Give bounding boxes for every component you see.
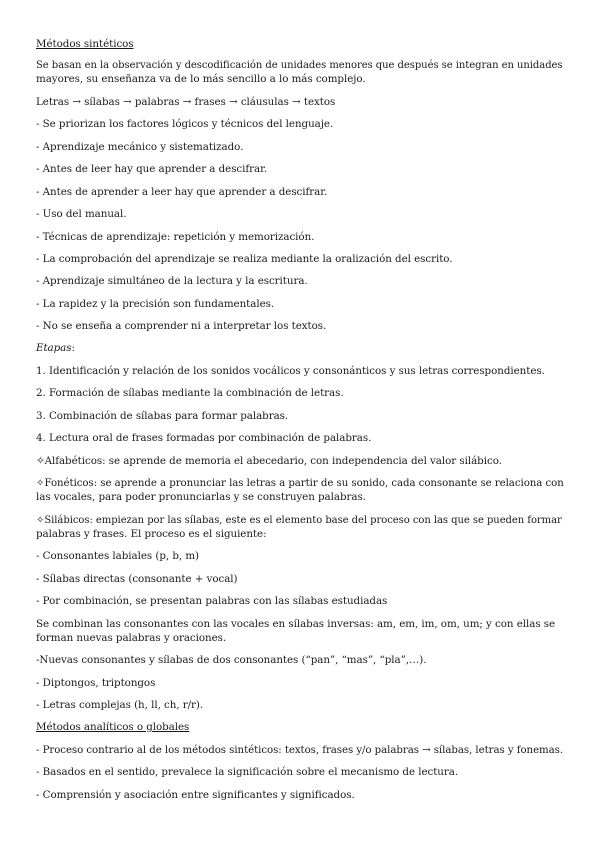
trait-item: - Uso del manual. <box>36 208 127 220</box>
foneticos-line-1: ✧Fonéticos: se aprende a pronunciar las letras a partir de su sonido, cada consonante se relaciona con <box>36 478 564 489</box>
sequence-line: Letras → sílabas → palabras → frases → cláusulas → textos <box>36 96 336 108</box>
trait-item: - Se priorizan los factores lógicos y técnicos del lenguaje. <box>36 118 334 130</box>
trait-item: - Técnicas de aprendizaje: repetición y memorización. <box>36 231 315 243</box>
silabicos-line-1: ✧Silábicos: empiezan por las sílabas, este es el elemento base del proceso con las que se pueden formar <box>36 515 562 526</box>
trait-item: - La rapidez y la precisión son fundamentales. <box>36 298 275 310</box>
trait-item: - Antes de aprender a leer hay que aprender a descifrar. <box>36 186 328 198</box>
extra-item: - Diptongos, triptongos <box>36 677 156 689</box>
intro-line-1: Se basan en la observación y descodificación de unidades menores que después se integran en unidades <box>36 60 563 71</box>
process-item: - Consonantes labiales (p, b, m) <box>36 550 200 562</box>
heading-analytic-methods: Métodos analíticos o globales <box>36 721 190 733</box>
extra-item: -Nuevas consonantes y sílabas de dos consonantes (“pan”, “mas”, “pla”,…). <box>36 654 427 666</box>
stage-item: 1. Identificación y relación de los sonidos vocálicos y consonánticos y sus letras correspondientes. <box>36 365 545 377</box>
analytic-item: - Basados en el sentido, prevalece la significación sobre el mecanismo de lectura. <box>36 766 459 778</box>
heading-synthetic-methods: Métodos sintéticos <box>36 38 134 50</box>
combine-line-1: Se combinan las consonantes con las vocales en sílabas inversas: am, em, im, om, um; y con ellas se <box>36 618 556 630</box>
process-item: - Por combinación, se presentan palabras con las sílabas estudiadas <box>36 595 388 607</box>
intro-line-2: mayores, su enseñanza va de lo más sencillo a lo más complejo. <box>36 73 366 85</box>
trait-item: - Antes de leer hay que aprender a descifrar. <box>36 163 268 175</box>
stages-label: Etapas <box>36 342 72 354</box>
analytic-item: - Proceso contrario al de los métodos sintéticos: textos, frases y/o palabras → sílabas, letras y fonemas. <box>36 745 564 756</box>
silabicos-line-2: palabras y frases. El proceso es el siguiente: <box>36 528 267 540</box>
trait-item: - La comprobación del aprendizaje se realiza mediante la oralización del escrito. <box>36 253 453 265</box>
stage-item: 4. Lectura oral de frases formadas por combinación de palabras. <box>36 432 372 444</box>
trait-item: - No se enseña a comprender ni a interpretar los textos. <box>36 320 327 332</box>
combine-line-2: forman nuevas palabras y oraciones. <box>36 632 227 644</box>
process-item: - Sílabas directas (consonante + vocal) <box>36 573 238 585</box>
foneticos-line-2: las vocales, para poder pronunciarlas y se construyen palabras. <box>36 491 366 503</box>
trait-item: - Aprendizaje simultáneo de la lectura y la escritura. <box>36 275 308 287</box>
trait-item: - Aprendizaje mecánico y sistematizado. <box>36 141 244 153</box>
stage-item: 3. Combinación de sílabas para formar palabras. <box>36 410 289 422</box>
stages-colon: : <box>71 342 75 354</box>
extra-item: - Letras complejas (h, ll, ch, r/r). <box>36 699 204 711</box>
stages-heading <box>36 341 566 356</box>
analytic-item: - Comprensión y asociación entre significantes y significados. <box>36 789 355 801</box>
alfabeticos-paragraph: ✧Alfabéticos: se aprende de memoria el abecedario, con independencia del valor silábico. <box>36 455 502 467</box>
stage-item: 2. Formación de sílabas mediante la combinación de letras. <box>36 387 344 399</box>
